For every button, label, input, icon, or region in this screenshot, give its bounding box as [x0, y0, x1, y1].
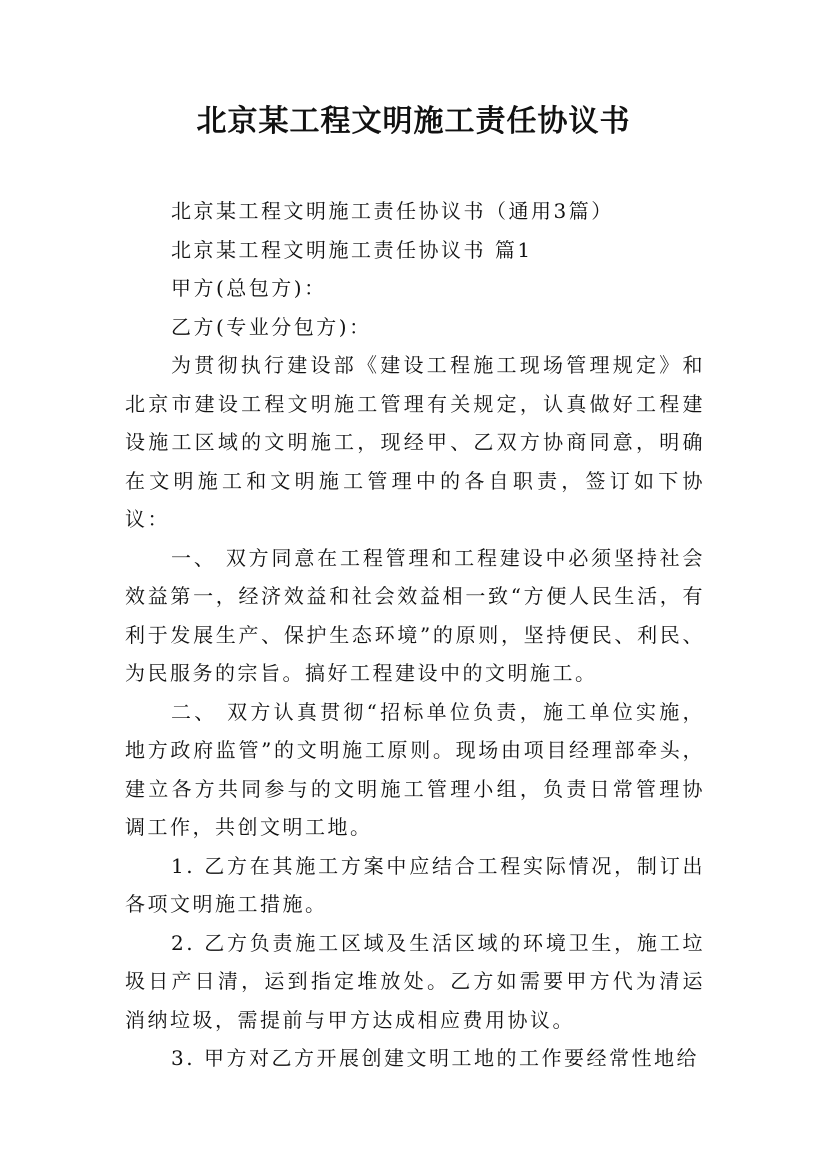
paragraph-party-b: 乙方(专业分包方)： [171, 314, 372, 339]
paragraph-item-3: 3. 甲方对乙方开展创建文明工地的工作要经常性地给 [171, 1046, 699, 1070]
paragraph-clause-1: 一、 双方同意在工程管理和工程建设中必须坚持社会效益第一，经济效益和社会效益相一致“方便人民生活，有利于发展生产、保护生态环境”的原则，坚持便民、利民、为民服务的宗旨。搞好工程建设中的文明施工。 [125, 545, 705, 685]
document-title: 北京某工程文明施工责任协议书 [196, 104, 631, 139]
paragraph-item-2: 2. 乙方负责施工区域及生活区域的环境卫生，施工垃圾日产日清，运到指定堆放处。乙方如需要甲方代为清运消纳垃圾，需提前与甲方达成相应费用协议。 [125, 930, 705, 1032]
paragraph-section-heading: 北京某工程文明施工责任协议书 篇1 [171, 237, 533, 262]
paragraph-party-a: 甲方(总包方)： [171, 276, 327, 300]
paragraph-item-1: 1. 乙方在其施工方案中应结合工程实际情况，制订出各项文明施工措施。 [125, 853, 705, 916]
paragraph-clause-2: 二、 双方认真贯彻“招标单位负责，施工单位实施，地方政府监管”的文明施工原则。现场由项目经理部牵头，建立各方共同参与的文明施工管理小组，负责日常管理协调工作，共创文明工地。 [125, 699, 705, 839]
paragraph-preamble: 为贯彻执行建设部《建设工程施工现场管理规定》和北京市建设工程文明施工管理有关规定，认真做好工程建设施工区域的文明施工，现经甲、乙双方协商同意，明确在文明施工和文明施工管理中的各自职责，签订如下协议： [125, 353, 705, 531]
paragraph-subtitle: 北京某工程文明施工责任协议书（通用3篇） [171, 199, 614, 223]
document-body [125, 192, 705, 1078]
